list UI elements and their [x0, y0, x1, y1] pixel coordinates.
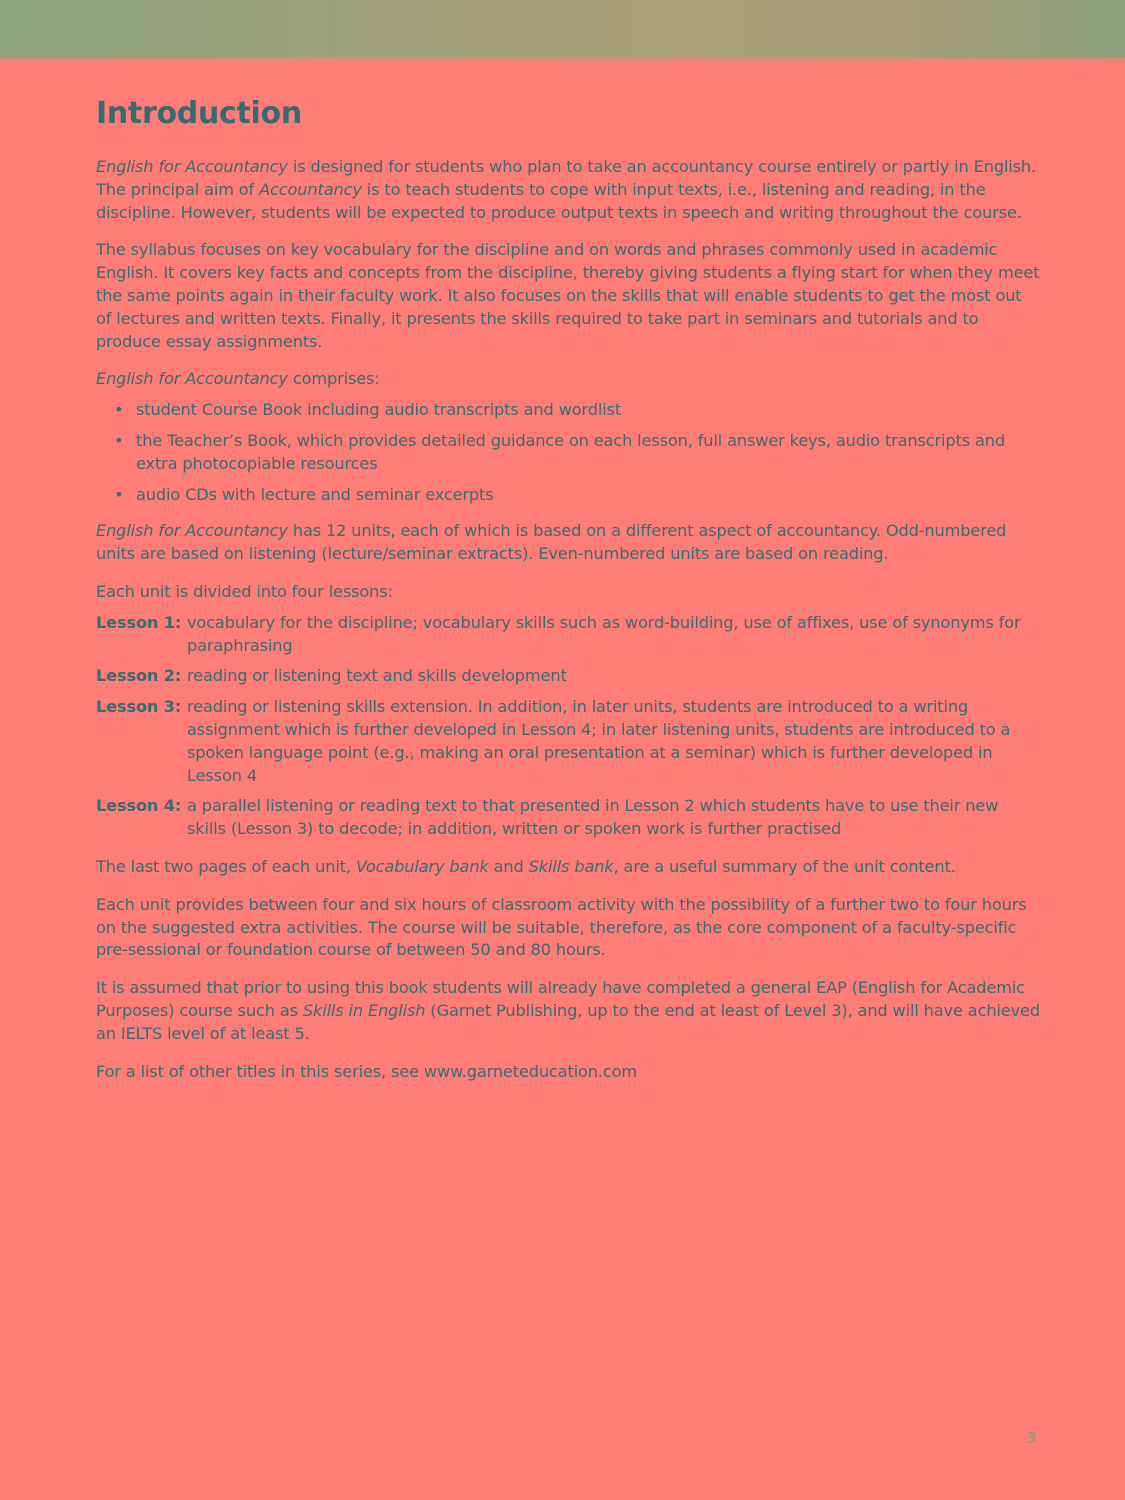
intro-paragraph-1: English for Accountancy is designed for students who plan to take an accountancy course entirely or partly in English. The principal aim of Accountancy is to teach students to cope with input texts, i.e., listening and reading, in the discipline. However, students will be expected to produce output texts in speech and writing throughout the course. — [96, 157, 1037, 222]
book-title: English for Accountancy — [96, 369, 288, 389]
intro-paragraph-8: It is assumed that prior to using this book students will already have completed a general EAP (English for Academic Purposes) course such as Skills in English (Garnet Publishing, up to the end at least of Level 3), and will have achieved an IELTS level of at least 5. — [96, 978, 1040, 1043]
series-title: Skills in English — [302, 1000, 426, 1020]
list-item: • student Course Book including audio transcripts and wordlist — [96, 399, 1040, 422]
bullet-icon: • — [114, 400, 124, 420]
lesson-label: Lesson 1: — [96, 612, 182, 632]
intro-paragraph-2: The syllabus focuses on key vocabulary for the discipline and on words and phrases commonly used in academic English. It covers key facts and concepts from the discipline, thereby giving students a flying start for when they meet the same points again in their faculty work. It also focuses on the skills that will enable students to get the most out of lectures and written texts. Finally, it presents the skills required to take part in seminars and tutorials and to produce essay assignments. — [96, 240, 1040, 351]
book-short-title: Accountancy — [259, 179, 362, 199]
lesson-label: Lesson 4: — [96, 796, 182, 816]
components-list — [96, 399, 1040, 506]
intro-paragraph-9: For a list of other titles in this series, see www.garneteducation.com — [96, 1061, 638, 1081]
lesson-description: a parallel listening or reading text to that presented in Lesson 2 which students have to use their new skills (Lesson 3) to decode; in addition, written or spoken work is further practised — [187, 796, 999, 839]
lesson-description: reading or listening skills extension. In addition, in later units, students are introduced to a writing assignment which is further developed in Lesson 4; in later listening units, students are introduced to a spoken language point (e.g., making an oral presentation at a seminar) which is further developed in Lesson 4 — [187, 697, 1011, 785]
top-color-band — [0, 0, 1125, 58]
lesson-item — [96, 612, 1040, 658]
page-title: Introduction — [96, 96, 302, 131]
intro-paragraph-5: Each unit is divided into four lessons: — [96, 581, 393, 601]
lesson-item — [96, 665, 1040, 688]
lessons-list — [96, 612, 1040, 841]
book-title: English for Accountancy — [96, 157, 288, 176]
lesson-label: Lesson 2: — [96, 666, 182, 686]
list-item: • audio CDs with lecture and seminar excerpts — [96, 484, 1040, 507]
bullet-icon: • — [114, 430, 124, 450]
page-content — [96, 94, 1040, 1098]
lesson-item — [96, 696, 1040, 787]
skills-bank-title: Skills bank — [528, 856, 614, 876]
lesson-description: vocabulary for the discipline; vocabulary skills such as word-building, use of affixes, use of synonyms for paraphrasing — [187, 612, 1021, 655]
intro-paragraph-3: English for Accountancy comprises: — [96, 369, 380, 389]
top-band-shadow — [0, 58, 1125, 64]
book-title: English for Accountancy — [96, 521, 288, 541]
intro-paragraph-4: English for Accountancy has 12 units, each of which is based on a different aspect of accountancy. Odd-numbered units are based on listening (lecture/seminar extracts). Even-numbered units are based on reading. — [96, 521, 1007, 564]
lesson-item — [96, 795, 1040, 841]
list-item: • the Teacher’s Book, which provides detailed guidance on each lesson, full answer keys, audio transcripts and extra photocopiable resources — [114, 430, 1006, 473]
page-number: 3 — [1026, 1428, 1038, 1447]
lesson-description: reading or listening text and skills development — [187, 666, 567, 686]
lesson-label: Lesson 3: — [96, 697, 182, 717]
intro-paragraph-6: The last two pages of each unit, Vocabulary bank and Skills bank, are a useful summary of the unit content. — [96, 856, 956, 876]
vocabulary-bank-title: Vocabulary bank — [355, 856, 489, 876]
bullet-icon: • — [114, 484, 124, 504]
intro-paragraph-7: Each unit provides between four and six hours of classroom activity with the possibility of a further two to four hours on the suggested extra activities. The course will be suitable, therefore, as the core component of a faculty-specific pre-sessional or foundation course of between 50 and 80 hours. — [96, 894, 1027, 960]
